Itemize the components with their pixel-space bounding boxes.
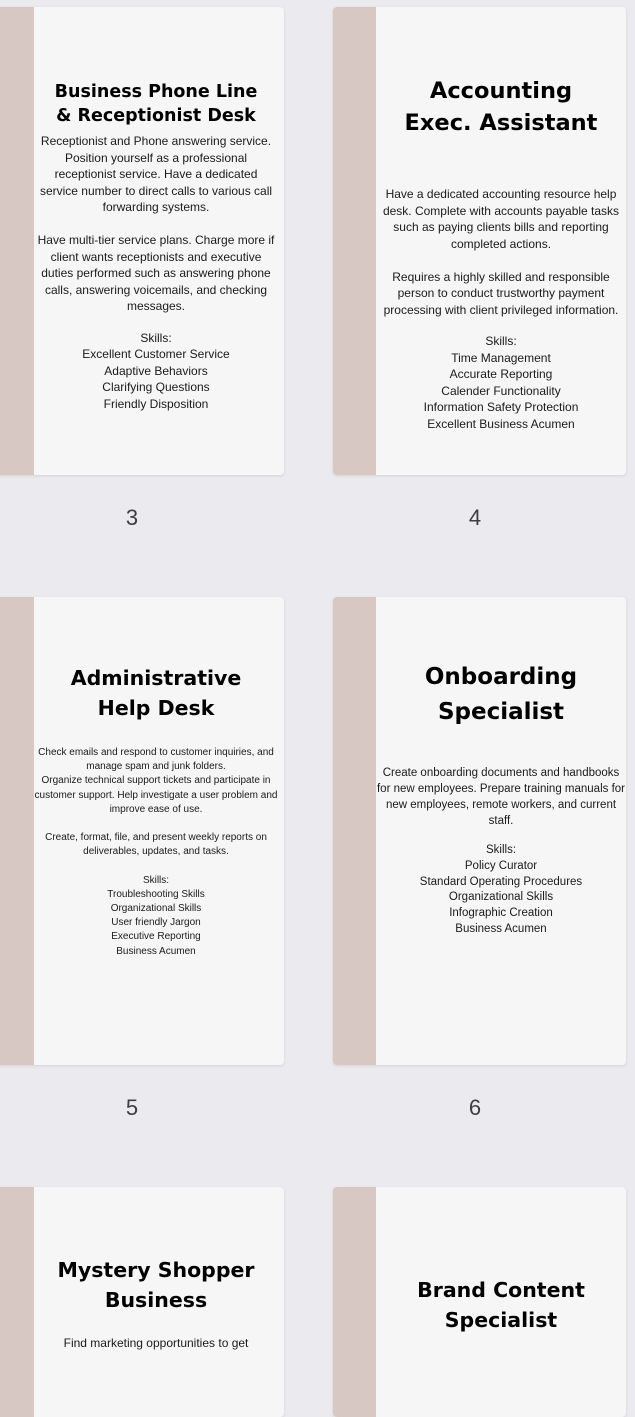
- page-number: 3: [125, 505, 139, 530]
- card-content: [34, 597, 278, 1065]
- card-content: [34, 1187, 278, 1417]
- card-description: Have a dedicated accounting resource help desk. Complete with accounts payable tasks such as paying clients bills and reporting completed actions. Requires a highly skilled and responsible person to conduct trustworthy payment processing with client privileged information.: [382, 187, 620, 317]
- card-description: Create onboarding documents and handbooks for new employees. Prepare training manuals for new employees, remote workers, and current staff.: [376, 767, 625, 827]
- card-title: Onboarding Specialist: [424, 664, 578, 725]
- page-number: 6: [468, 1095, 482, 1120]
- card-title: Administrative Help Desk: [70, 666, 242, 720]
- card-title: Mystery Shopper Business: [57, 1258, 255, 1312]
- page-card-3[interactable]: [0, 7, 284, 475]
- card-content: [376, 597, 626, 1065]
- card-accent-stripe: [0, 597, 34, 1065]
- card-skills: Skills: Troubleshooting Skills Organizational Skills User friendly Jargon Executive Reporting Business Acumen: [107, 874, 205, 957]
- card-skills: Skills: Excellent Customer Service Adaptive Behaviors Clarifying Questions Friendly Disposition: [82, 330, 230, 411]
- card-description: Check emails and respond to customer inquiries, and manage spam and junk folders. Organize technical support tickets and participate in customer support. Help investigate a user problem and improve ease of use. Create, format, file, and present weekly reports on deliverables, updates, and tasks.: [34, 747, 278, 858]
- card-accent-stripe: [333, 7, 376, 475]
- page-number: 4: [468, 505, 482, 530]
- card-accent-stripe: [0, 7, 34, 475]
- card-description: Find marketing opportunities to get: [63, 1336, 249, 1350]
- page-card-8[interactable]: [333, 1187, 626, 1417]
- page-card-5[interactable]: [0, 597, 284, 1065]
- card-accent-stripe: [333, 1187, 376, 1417]
- page-card-6[interactable]: [333, 597, 626, 1065]
- card-accent-stripe: [0, 1187, 34, 1417]
- page-card-7[interactable]: [0, 1187, 284, 1417]
- card-title: Business Phone Line & Receptionist Desk: [54, 82, 258, 126]
- card-content: [376, 1187, 626, 1417]
- card-content: [34, 7, 278, 475]
- card-description: Receptionist and Phone answering service. Position yourself as a professional receptionist service. Have a dedicated service number to direct calls to various call forwarding systems. Have multi-tier service plans. Charge more if client wants receptionists and executive duties performed such as answering phone calls, answering voicemails, and checking messages.: [37, 134, 275, 313]
- card-skills: Skills: Policy Curator Standard Operating Procedures Organizational Skills Infographic Creation Business Acumen: [419, 844, 583, 935]
- card-title: Brand Content Specialist: [417, 1278, 585, 1332]
- card-accent-stripe: [333, 597, 376, 1065]
- page-card-4[interactable]: [333, 7, 626, 475]
- page-number: 5: [125, 1095, 139, 1120]
- card-title: Accounting Exec. Assistant: [404, 78, 598, 136]
- card-skills: Skills: Time Management Accurate Reporting Calender Functionality Information Safety Protection Excellent Business Acumen: [423, 334, 579, 431]
- card-content: [376, 7, 626, 475]
